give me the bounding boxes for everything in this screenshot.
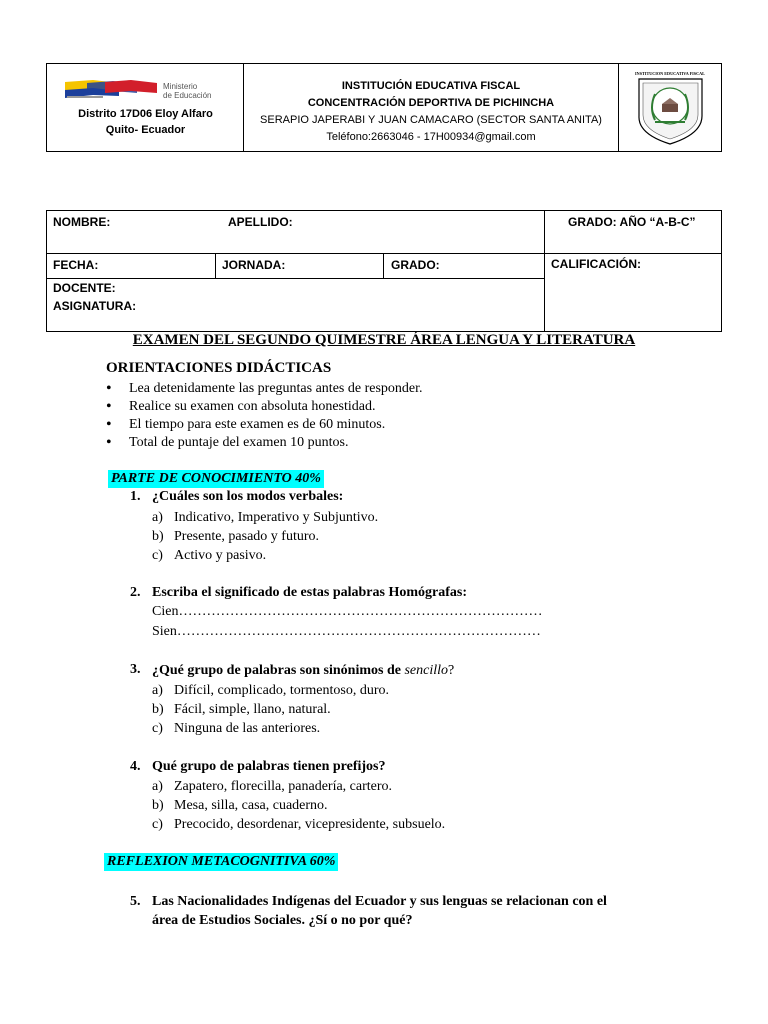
q2-answer-line-sien: Sien…………………………………………………………………… xyxy=(152,624,541,639)
exam-title: EXAMEN DEL SEGUNDO QUIMESTRE ÁREA LENGUA Y LITERATURA xyxy=(132,332,636,348)
orientaciones-heading: ORIENTACIONES DIDÁCTICAS xyxy=(106,360,332,376)
nombre-label: NOMBRE: xyxy=(53,215,111,229)
q1-option-a: a) Indicativo, Imperativo y Subjuntivo. xyxy=(152,510,379,525)
header-mid-cell xyxy=(244,64,619,151)
crest-text: INSTITUCION EDUCATIVA FISCAL xyxy=(635,71,705,76)
q4-option-b: b) Mesa, silla, casa, cuaderno. xyxy=(152,798,328,813)
list-item: • Lea detenidamente las preguntas antes de responder. xyxy=(106,380,423,398)
header-left-cell xyxy=(47,64,244,151)
inst-line1: INSTITUCIÓN EDUCATIVA FISCAL xyxy=(341,80,521,92)
fecha-label: FECHA: xyxy=(53,258,99,272)
jornada-label: JORNADA: xyxy=(222,258,286,272)
q1-text: ¿Cuáles son los modos verbales: xyxy=(152,489,344,504)
q3-text: ¿Qué grupo de palabras son sinónimos de sencillo? xyxy=(152,663,455,678)
student-info-table xyxy=(46,210,722,332)
q3-number: 3. xyxy=(130,662,141,677)
q5-line2: área de Estudios Sociales. ¿Sí o no por qué? xyxy=(152,913,413,928)
header-right-cell xyxy=(619,64,721,151)
q1-option-c: c) Activo y pasivo. xyxy=(152,548,267,563)
q4-option-a: a) Zapatero, florecilla, panadería, cartero. xyxy=(152,779,393,794)
grado-label: GRADO: xyxy=(391,258,440,272)
ministerio-logo xyxy=(65,79,225,101)
q5-line1: Las Nacionalidades Indígenas del Ecuador y sus lenguas se relacionan con el xyxy=(152,894,607,909)
q2-answer-line-cien: Cien…………………………………………………………………… xyxy=(152,604,543,619)
q5-number: 5. xyxy=(130,894,141,909)
logo-text-2: de Educación xyxy=(163,91,212,100)
school-crest-icon xyxy=(619,64,722,151)
part2-heading: REFLEXION METACOGNITIVA 60% xyxy=(104,853,338,871)
q4-number: 4. xyxy=(130,759,141,774)
inst-line3: SERAPIO JAPERABI Y JUAN CAMACARO (SECTOR SANTA ANITA) xyxy=(260,114,602,126)
district-block xyxy=(47,106,244,138)
apellido-label: APELLIDO: xyxy=(228,215,293,229)
list-item: • Total de puntaje del examen 10 puntos. xyxy=(106,434,423,452)
q4-text: Qué grupo de palabras tienen prefijos? xyxy=(152,759,386,774)
grado-ano-label: GRADO: AÑO “A-B-C” xyxy=(568,215,696,229)
q4-option-c: c) Precocido, desordenar, vicepresidente, subsuelo. xyxy=(152,817,446,832)
district-line1: Distrito 17D06 Eloy Alfaro xyxy=(78,108,213,120)
q1-number: 1. xyxy=(130,489,141,504)
q3-option-a: a) Difícil, complicado, tormentoso, duro. xyxy=(152,683,390,698)
header-table xyxy=(46,63,722,152)
inst-line2: CONCENTRACIÓN DEPORTIVA DE PICHINCHA xyxy=(307,97,555,109)
q2-text: Escriba el significado de estas palabras Homógrafas: xyxy=(152,585,467,600)
calificacion-label: CALIFICACIÓN: xyxy=(551,257,641,271)
inst-line4: Teléfono:2663046 - 17H00934@gmail.com xyxy=(326,131,536,143)
list-item: • El tiempo para este examen es de 60 minutos. xyxy=(106,416,423,434)
asignatura-label: ASIGNATURA: xyxy=(53,299,137,313)
q3-option-c: c) Ninguna de las anteriores. xyxy=(152,721,321,736)
logo-text-1: Ministerio xyxy=(163,82,198,91)
district-line2: Quito- Ecuador xyxy=(105,124,186,136)
part1-heading: PARTE DE CONOCIMIENTO 40% xyxy=(108,470,324,488)
q3-option-b: b) Fácil, simple, llano, natural. xyxy=(152,702,331,717)
docente-label: DOCENTE: xyxy=(53,281,116,295)
q2-number: 2. xyxy=(130,585,141,600)
q1-option-b: b) Presente, pasado y futuro. xyxy=(152,529,320,544)
orientaciones-list xyxy=(106,380,423,452)
list-item: • Realice su examen con absoluta honestidad. xyxy=(106,398,423,416)
